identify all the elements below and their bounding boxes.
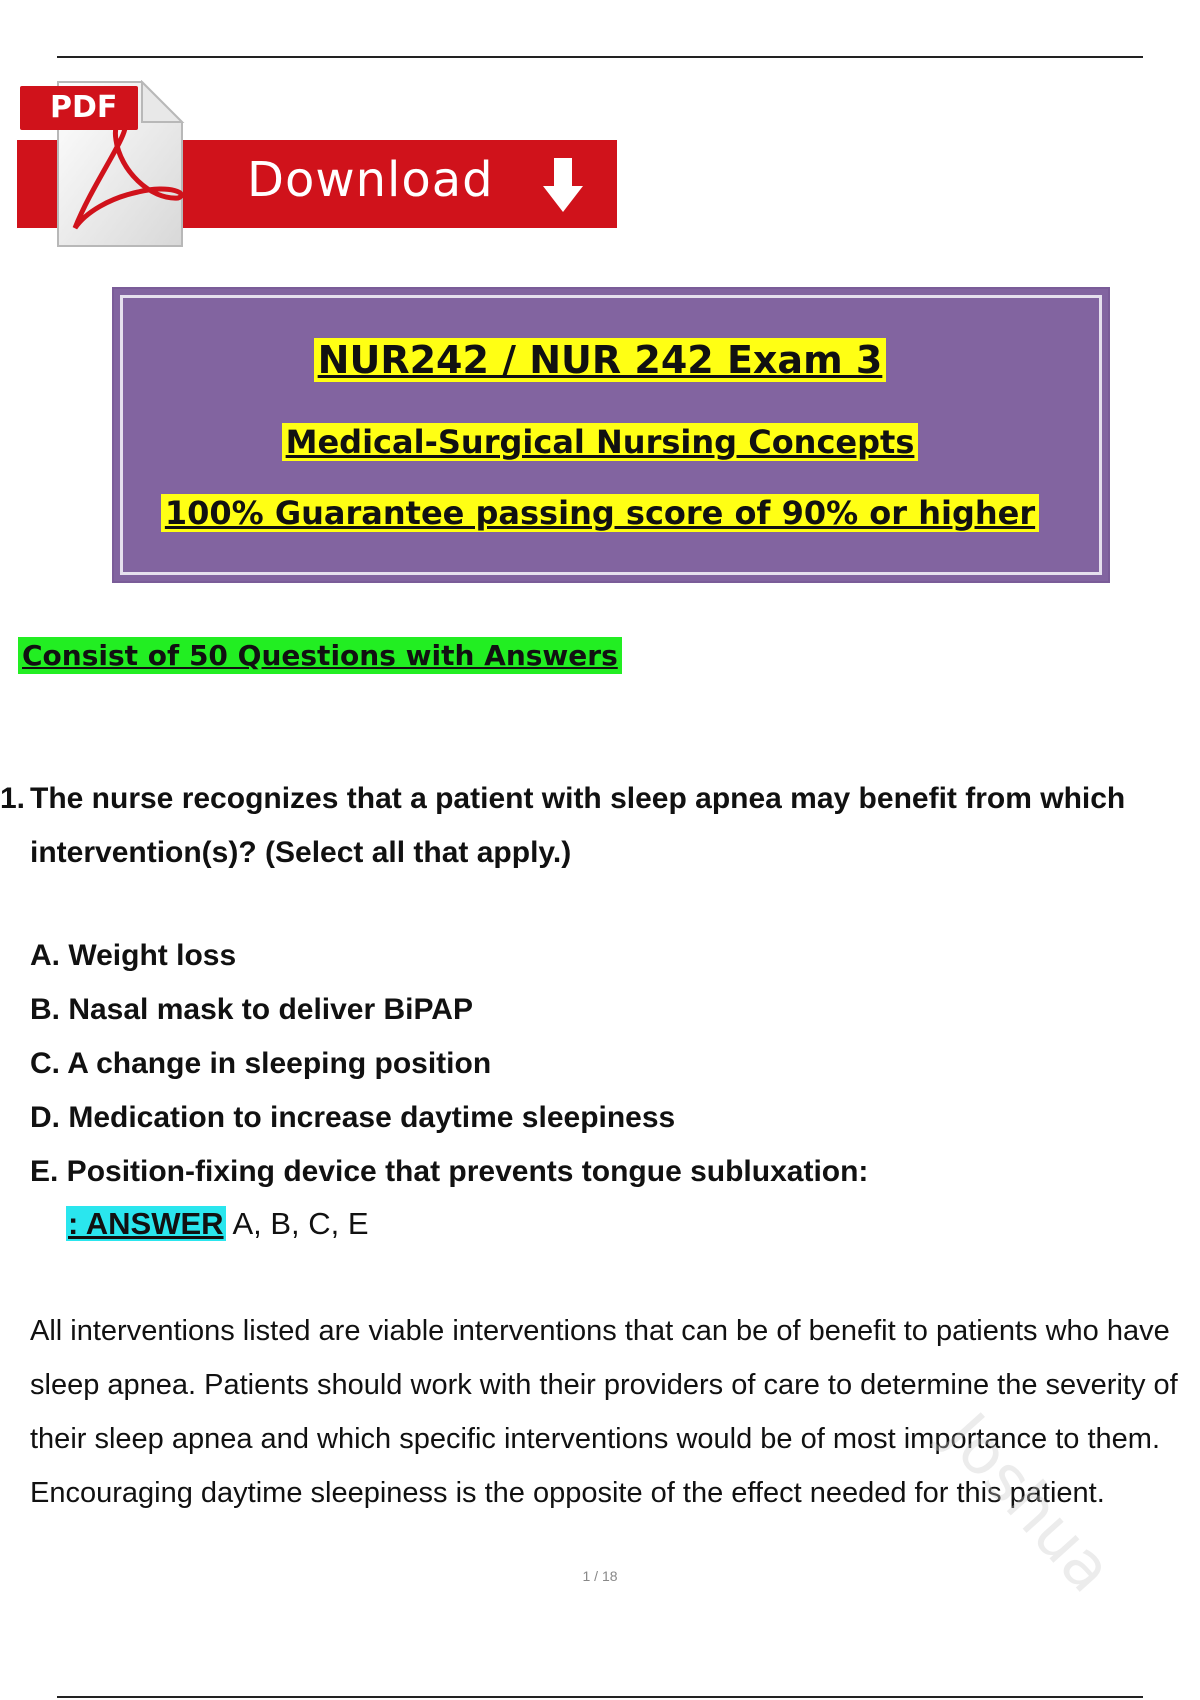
- question-1: [0, 772, 1180, 880]
- option-a: A. Weight loss: [30, 939, 237, 972]
- exam-title: NUR242 / NUR 242 Exam 3: [314, 338, 887, 382]
- options-list: [30, 929, 868, 1199]
- guarantee-line: 100% Guarantee passing score of 90% or higher: [161, 494, 1039, 532]
- top-rule: [57, 56, 1143, 58]
- course-subtitle: Medical-Surgical Nursing Concepts: [282, 423, 919, 461]
- answer-row: [66, 1200, 369, 1248]
- option-c: C. A change in sleeping position: [30, 1047, 492, 1080]
- pdf-badge-label: PDF: [50, 90, 118, 125]
- question-text: The nurse recognizes that a patient with sleep apnea may benefit from which intervention(s)? (Select all that apply.): [30, 782, 1126, 869]
- bottom-rule: [57, 1696, 1143, 1698]
- download-label: Download: [247, 152, 494, 208]
- option-b: B. Nasal mask to deliver BiPAP: [30, 993, 473, 1026]
- answer-value: A, B, C, E: [225, 1206, 369, 1241]
- watermark: Joshua: [930, 1400, 1127, 1607]
- question-count-label: Consist of 50 Questions with Answers: [18, 637, 622, 674]
- question-number: 1.: [0, 782, 26, 815]
- page-number: 1 / 18: [582, 1568, 618, 1584]
- answer-explanation: All interventions listed are viable interventions that can be of benefit to patients who have sleep apnea. Patients should work with their providers of care to determine the severity of their sleep apnea and which specific interventions would be of most importance to them. Encouraging daytime sleepiness is the opposite of the effect needed for this patient.: [30, 1315, 1178, 1509]
- pdf-badge: [20, 86, 138, 130]
- arrow-down-icon: [541, 158, 585, 212]
- option-d: D. Medication to increase daytime sleepiness: [30, 1101, 676, 1134]
- option-e: E. Position-fixing device that prevents tongue subluxation:: [30, 1155, 869, 1188]
- answer-tag: : ANSWER: [68, 1206, 224, 1241]
